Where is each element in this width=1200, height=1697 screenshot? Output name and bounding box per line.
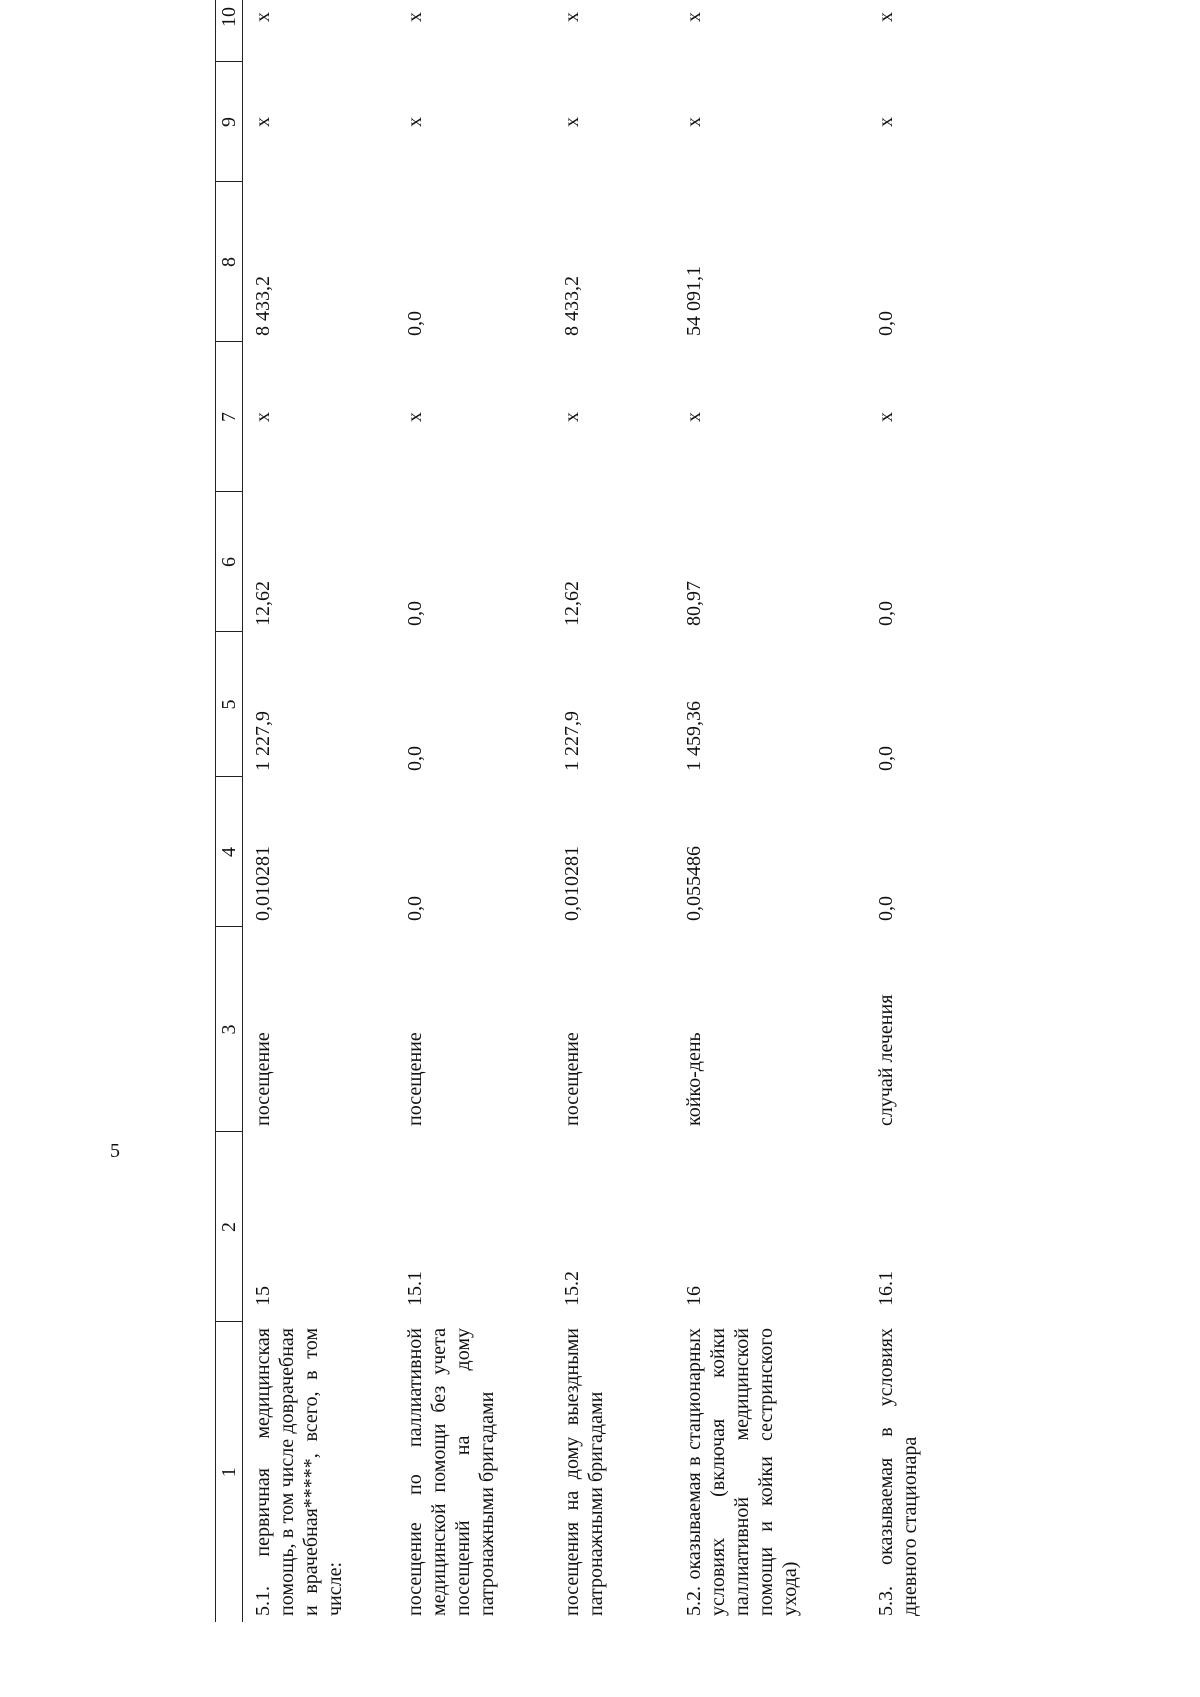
rotated-table-container — [215, 7, 1045, 1622]
unit-cell: посещение — [252, 1032, 274, 1126]
table-row — [552, 0, 674, 1622]
value-cell: 12,62 — [252, 581, 274, 626]
row-number: 15.1 — [404, 1271, 426, 1306]
unit-cell: койко-день — [683, 1032, 705, 1126]
value-cell: 80,97 — [683, 581, 705, 626]
column-header: 5 — [216, 632, 243, 777]
row-number: 15 — [252, 1286, 274, 1306]
column-header: 1 — [216, 1322, 243, 1622]
value-cell: 1 227,9 — [252, 711, 274, 771]
value-cell: х — [404, 117, 426, 127]
value-cell: 1 459,36 — [683, 701, 705, 771]
row-label: 5.3. оказываемая в условиях дневного стационара — [875, 1328, 921, 1616]
column-header: 9 — [216, 62, 243, 182]
value-cell: х — [561, 412, 583, 422]
unit-cell: случай лечения — [875, 994, 897, 1126]
value-cell: х — [561, 12, 583, 22]
column-header: 7 — [216, 342, 243, 492]
column-header: 8 — [216, 182, 243, 342]
value-cell: 0,0 — [404, 746, 426, 771]
value-cell: х — [875, 412, 897, 422]
value-cell: х — [404, 12, 426, 22]
page-number: 5 — [110, 1140, 120, 1162]
table-row — [243, 0, 396, 1622]
value-cell: 0,010281 — [561, 846, 583, 921]
value-cell: 0,010281 — [252, 846, 274, 921]
value-cell: х — [252, 12, 274, 22]
data-table — [215, 0, 968, 1622]
value-cell: х — [683, 117, 705, 127]
value-cell: х — [404, 412, 426, 422]
value-cell: х — [875, 117, 897, 127]
value-cell: 0,055486 — [683, 846, 705, 921]
row-label: 5.1. первичная медицинская помощь, в том числе доврачебная и врачебная*****, всего, в том числе: — [252, 1328, 346, 1616]
table-row — [395, 0, 552, 1622]
unit-cell: посещение — [561, 1032, 583, 1126]
value-cell: 0,0 — [875, 746, 897, 771]
row-number: 16.1 — [875, 1271, 897, 1306]
column-header: 10 — [216, 0, 243, 62]
value-cell: х — [252, 117, 274, 127]
value-cell: 0,0 — [404, 896, 426, 921]
column-header: 4 — [216, 777, 243, 927]
row-number: 15.2 — [561, 1271, 583, 1306]
row-number: 16 — [683, 1286, 705, 1306]
value-cell: 8 433,2 — [252, 276, 274, 336]
value-cell: 8 433,2 — [561, 276, 583, 336]
value-cell: х — [683, 12, 705, 22]
value-cell: 12,62 — [561, 581, 583, 626]
value-cell: 1 227,9 — [561, 711, 583, 771]
column-number-header — [216, 0, 243, 1622]
unit-cell: посещение — [404, 1032, 426, 1126]
value-cell: 0,0 — [875, 311, 897, 336]
value-cell: 0,0 — [404, 601, 426, 626]
value-cell: х — [252, 412, 274, 422]
table-row — [866, 0, 968, 1622]
value-cell: 54 091,1 — [683, 266, 705, 336]
value-cell: х — [561, 117, 583, 127]
column-header: 6 — [216, 492, 243, 632]
value-cell: 0,0 — [404, 311, 426, 336]
column-header: 2 — [216, 1132, 243, 1322]
value-cell: 0,0 — [875, 601, 897, 626]
value-cell: 0,0 — [875, 896, 897, 921]
row-label: посещение по паллиативной медицинской помощи без учета посещений на дому патронажными бригадами — [404, 1328, 498, 1616]
table-row — [674, 0, 866, 1622]
value-cell: х — [683, 412, 705, 422]
value-cell: х — [875, 12, 897, 22]
row-label: 5.2. оказываемая в стационарных условиях (включая койки паллиативной медицинской помощи и койки сестринского ухода) — [683, 1328, 801, 1616]
column-header: 3 — [216, 927, 243, 1132]
row-label: посещения на дому выездными патронажными бригадами — [561, 1328, 607, 1616]
